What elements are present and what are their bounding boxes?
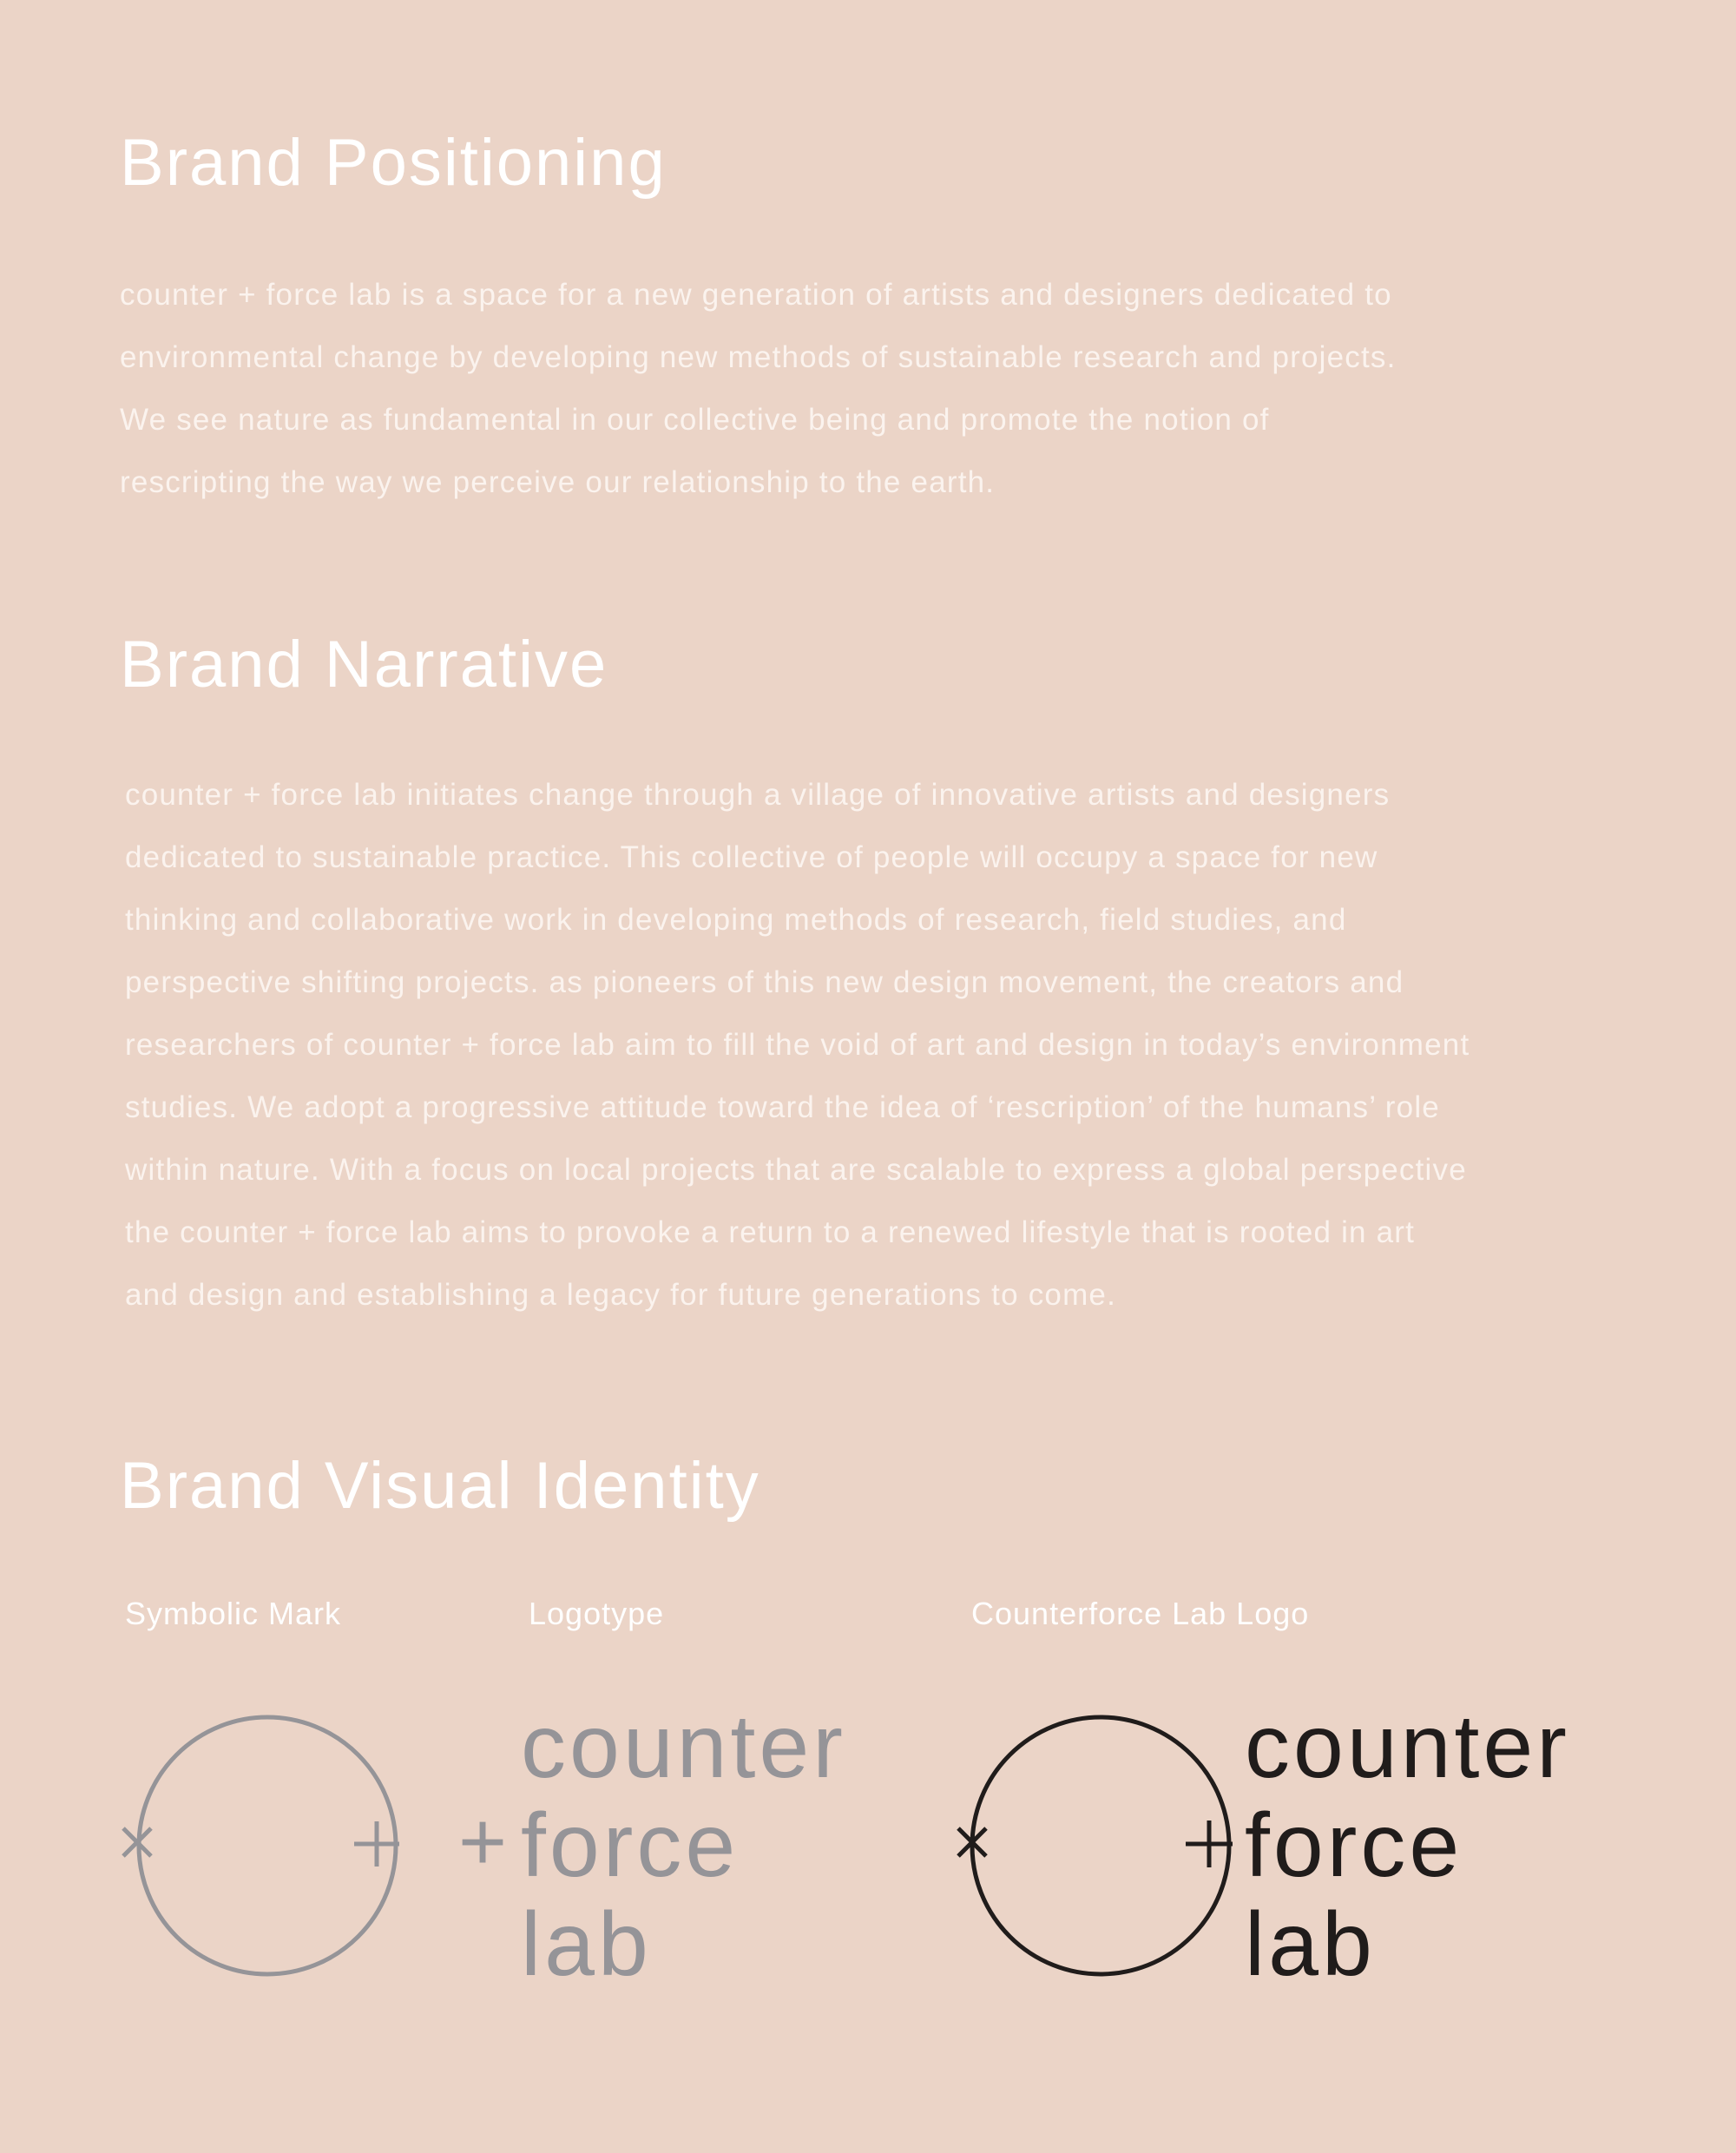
brand-visual-identity-title: Brand Visual Identity: [120, 1449, 760, 1523]
logotype-word-counter: counter: [521, 1696, 846, 1797]
paragraph-line: and design and establishing a legacy for future generations to come.: [125, 1278, 1117, 1312]
paragraph-line: within nature. With a focus on local projects that are scalable to express a global perspective: [125, 1153, 1467, 1187]
paragraph-line: thinking and collaborative work in developing methods of research, field studies, and: [125, 903, 1347, 937]
paragraph-line: counter + force lab is a space for a new generation of artists and designers dedicated to: [120, 278, 1392, 312]
paragraph-line: dedicated to sustainable practice. This collective of people will occupy a space for new: [125, 840, 1378, 874]
logotype-label: Logotype: [529, 1596, 665, 1631]
counterforce-lab-logo-label: Counterforce Lab Logo: [971, 1596, 1310, 1631]
paragraph-line: We see nature as fundamental in our collective being and promote the notion of: [120, 403, 1270, 437]
brand-narrative-paragraph: [125, 764, 1470, 1327]
paragraph-line: perspective shifting projects. as pioneers of this new design movement, the creators and: [125, 965, 1404, 999]
paragraph-line: researchers of counter + force lab aim to fill the void of art and design in today’s environment: [125, 1028, 1470, 1062]
logotype-word-lab: lab: [521, 1894, 652, 1995]
wordmark-counter: counter: [1245, 1696, 1570, 1797]
wordmark-lab: lab: [1245, 1894, 1376, 1995]
logo-plus: [1186, 1821, 1233, 1867]
brand-narrative-title: Brand Narrative: [120, 628, 608, 701]
paragraph-line: rescripting the way we perceive our relationship to the earth.: [120, 465, 996, 499]
counterforce-symbol-icon: [953, 1702, 1248, 1988]
brand-positioning-paragraph: [120, 264, 1397, 514]
symbolic-mark-label: Symbolic Mark: [125, 1596, 342, 1631]
paragraph-line: environmental change by developing new methods of sustainable research and projects.: [120, 340, 1397, 374]
symbolic-mark-icon: [113, 1702, 408, 1988]
paragraph-line: studies. We adopt a progressive attitude toward the idea of ‘rescription’ of the humans’ role: [125, 1090, 1440, 1124]
paragraph-line: counter + force lab initiates change through a village of innovative artists and designers: [125, 778, 1391, 812]
logotype-plus: +: [458, 1795, 511, 1888]
paragraph-line: the counter + force lab aims to provoke a return to a renewed lifestyle that is rooted in art: [125, 1215, 1416, 1249]
brand-positioning-title: Brand Positioning: [120, 126, 667, 200]
wordmark-force: force: [1245, 1795, 1463, 1896]
logotype-word-force: force: [521, 1795, 740, 1896]
